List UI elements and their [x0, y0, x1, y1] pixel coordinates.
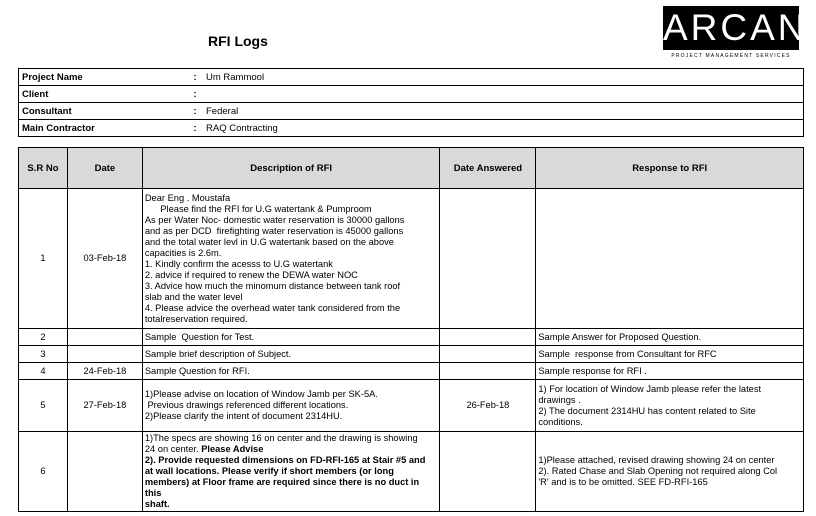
- info-value: Um Rammool: [203, 69, 804, 86]
- table-row: [19, 363, 804, 380]
- cell-sr: 5: [19, 380, 68, 432]
- table-header-row: [19, 148, 804, 189]
- cell-sr: 6: [19, 432, 68, 512]
- info-row-consultant: [19, 103, 804, 120]
- cell-response: 1)Please attached, revised drawing showing 24 on center 2). Rated Chase and Slab Opening not required along Col 'R' and is to be omitted. SEE FD-RFI-165: [536, 432, 804, 512]
- info-value: RAQ Contracting: [203, 120, 804, 137]
- cell-description: Dear Eng . Moustafa Please find the RFI for U.G watertank & Pumproom As per Water Noc- domestic water reservation is 30000 gallons and as per DCD firefighting water reservation is 45000 gallons and the total water levl in U.G watertank based on the above capacities is 2.6m. 1. Kindly confirm the acesss to U.G watertank 2. advice if required to renew the DEWA water NOC 3. Advice how much the minomum distance between tank roof slab and the water level 4. Please advice the overhead water tank considered from the totalreservation required.: [142, 189, 440, 329]
- cell-sr: 3: [19, 346, 68, 363]
- cell-response: Sample response for RFI .: [536, 363, 804, 380]
- col-header-description: Description of RFI: [142, 148, 440, 189]
- cell-response: 1) For location of Window Jamb please refer the latest drawings . 2) The document 2314HU has content related to Site conditions.: [536, 380, 804, 432]
- cell-description: 1)Please advise on location of Window Jamb per SK-5A. Previous drawings referenced different locations. 2)Please clarify the intent of document 2314HU.: [142, 380, 440, 432]
- info-colon: :: [187, 69, 203, 86]
- arcan-logo: [663, 6, 808, 61]
- cell-date-answered: 26-Feb-18: [440, 380, 536, 432]
- rfi-log-table: [18, 147, 804, 512]
- cell-date-answered: [440, 346, 536, 363]
- info-label: Project Name: [19, 69, 188, 86]
- col-header-date: Date: [67, 148, 142, 189]
- table-row: [19, 432, 804, 512]
- cell-date-answered: [440, 189, 536, 329]
- cell-response: Sample Answer for Proposed Question.: [536, 329, 804, 346]
- page-title: RFI Logs: [208, 33, 268, 49]
- cell-description: Sample Question for RFI.: [142, 363, 440, 380]
- cell-description: [142, 432, 440, 512]
- cell-response: Sample response from Consultant for RFC: [536, 346, 804, 363]
- cell-date: [67, 329, 142, 346]
- cell-sr: 1: [19, 189, 68, 329]
- cell-date: 27-Feb-18: [67, 380, 142, 432]
- description-text: 1)The specs are showing 16 on center and the drawing is showing 24 on center.: [144, 433, 418, 454]
- cell-date: [67, 432, 142, 512]
- cell-sr: 4: [19, 363, 68, 380]
- cell-description: Sample brief description of Subject.: [142, 346, 440, 363]
- table-row: [19, 346, 804, 363]
- cell-response: [536, 189, 804, 329]
- info-label: Consultant: [19, 103, 188, 120]
- info-label: Main Contractor: [19, 120, 188, 137]
- logo-tagline: PROJECT MANAGEMENT SERVICES: [671, 53, 791, 59]
- cell-date-answered: [440, 432, 536, 512]
- cell-sr: 2: [19, 329, 68, 346]
- cell-date-answered: [440, 329, 536, 346]
- project-info-table: [18, 68, 804, 137]
- info-row-client: [19, 86, 804, 103]
- cell-date: [67, 346, 142, 363]
- cell-date: 24-Feb-18: [67, 363, 142, 380]
- info-colon: :: [187, 103, 203, 120]
- table-row: [19, 329, 804, 346]
- info-colon: :: [187, 86, 203, 103]
- description-bold-text: Please Advise 2). Provide requested dimensions on FD-RFI-165 at Stair #5 and at wall locations. Please verify if short members (or long members) at Floor frame are required since there is no duct in this shaft.: [144, 444, 426, 509]
- table-row: [19, 189, 804, 329]
- info-value: [203, 86, 804, 103]
- info-row-project-name: [19, 69, 804, 86]
- table-row: [19, 380, 804, 432]
- info-label: Client: [19, 86, 188, 103]
- logo-wordmark: ARCAN: [663, 7, 808, 48]
- cell-date: 03-Feb-18: [67, 189, 142, 329]
- cell-description: Sample Question for Test.: [142, 329, 440, 346]
- cell-date-answered: [440, 363, 536, 380]
- info-value: Federal: [203, 103, 804, 120]
- col-header-date-answered: Date Answered: [440, 148, 536, 189]
- info-colon: :: [187, 120, 203, 137]
- col-header-sr-no: S.R No: [19, 148, 68, 189]
- col-header-response: Response to RFI: [536, 148, 804, 189]
- info-row-main-contractor: [19, 120, 804, 137]
